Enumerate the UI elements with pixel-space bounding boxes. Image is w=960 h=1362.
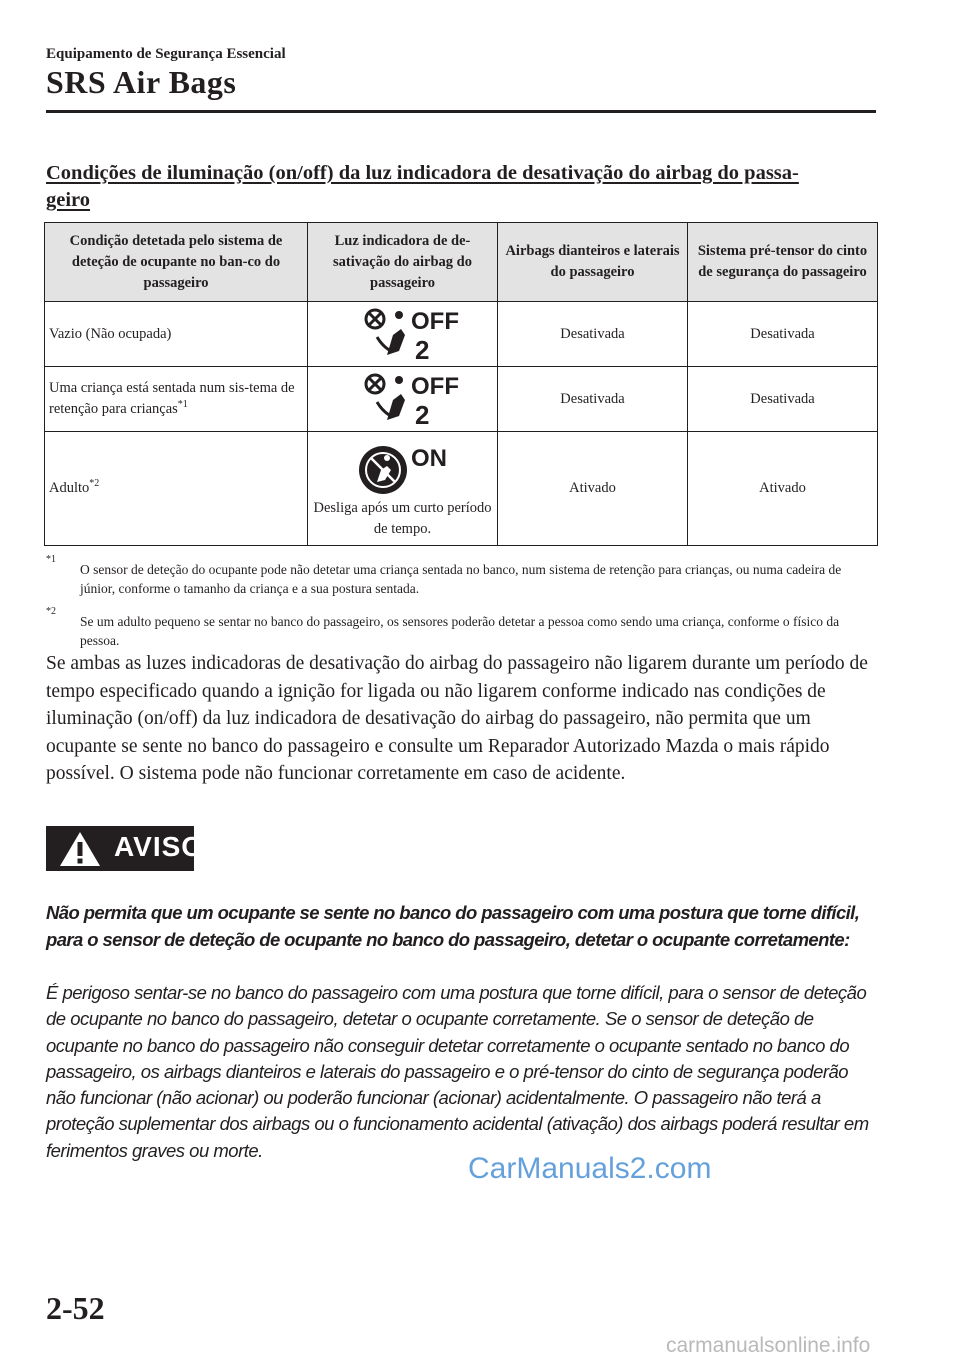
off-text: OFF	[410, 308, 459, 335]
warning-body: É perigoso sentar-se no banco do passageiro com uma postura que torne difícil, para o sensor de deteção de ocupante no banco do passageiro, detetar o ocupante corretamente. Se o sensor de deteção de ocupante no banco do passageiro não conseguir detetar corretamente o ocupante sentado no banco do passageiro, os airbags dianteiros e laterais do passageiro e o pré-tensor do cinto de segurança poderão não funcionar (não acionar) ou poderão funcionar (acionar) acidentalmente. O passageiro não terá a proteção suplementar dos airbags ou o funcionamento acidental (ativação) dos airbags poderá resultar em ferimentos graves ou morte.	[46, 982, 869, 1161]
col-header-indicator: Luz indicadora de de-sativação do airbag do passageiro	[308, 223, 498, 302]
page-number: 2-52	[46, 1290, 105, 1326]
airbags-cell: Desativada	[498, 302, 688, 367]
condition-text: Adulto	[49, 480, 90, 496]
table-heading-line2: geiro	[46, 189, 91, 211]
condition-cell	[45, 367, 308, 432]
table-row	[45, 432, 878, 546]
table-heading	[46, 160, 876, 214]
indicator-conditions-table	[44, 222, 878, 546]
airbag-off-icon	[353, 307, 459, 365]
col-header-airbags: Airbags dianteiros e laterais do passageiro	[498, 223, 688, 302]
pretensor-cell: Ativado	[688, 432, 878, 546]
col-header-condition: Condição detetada pelo sistema de deteção de ocupante no ban-co do passageiro	[45, 223, 308, 302]
footnote-ref: *1	[177, 399, 188, 410]
watermark-logo: CarManuals2.com	[468, 1152, 712, 1185]
indicator-cell	[308, 367, 498, 432]
airbag-off-icon	[353, 372, 459, 430]
condition-text: Uma criança está sentada num sis-tema de retenção para crianças	[49, 380, 295, 417]
table-heading-line1: Condições de iluminação (on/off) da luz indicadora de desativação do airbag do passa-	[46, 162, 799, 184]
condition-cell	[45, 302, 308, 367]
on-text: ON	[410, 444, 447, 472]
indicator-cell	[308, 302, 498, 367]
chapter-title: SRS Air Bags	[46, 64, 237, 100]
pretensor-cell: Desativada	[688, 302, 878, 367]
footnote-text: O sensor de deteção do ocupante pode não detetar uma criança sentada no banco, num sistema de retenção para crianças, ou numa cadeira de júnior, conforme o tamanho da criança e a sua postura sentada.	[80, 562, 842, 596]
section-title: Equipamento de Segurança Essencial	[46, 46, 286, 62]
warning-label: AVISO	[114, 831, 205, 862]
airbag-on-icon	[353, 442, 453, 496]
airbags-cell: Desativada	[498, 367, 688, 432]
table-row	[45, 302, 878, 367]
off-text: OFF	[410, 373, 459, 400]
col-header-pretensor: Sistema pré-tensor do cinto de segurança do passageiro	[688, 223, 878, 302]
two-text: 2	[414, 400, 429, 430]
watermark-footer: carmanualsonline.info	[666, 1334, 871, 1357]
two-text: 2	[414, 335, 429, 365]
footnote: *1 O sensor de deteção do ocupante pode não detetar uma criança sentada no banco, num sistema de retenção para crianças, ou numa cadeira de júnior, conforme o tamanho da criança e a sua postura sentada.	[46, 560, 876, 598]
warning-triangle-icon	[56, 826, 104, 871]
footnote-ref: *2	[89, 478, 100, 489]
warning-title: Não permita que um ocupante se sente no banco do passageiro com uma postura que torne difícil, para o sensor de deteção de ocupante no banco do passageiro, detetar o ocupante corretamente:	[46, 902, 860, 950]
condition-cell	[45, 432, 308, 546]
pretensor-cell: Desativada	[688, 367, 878, 432]
header-rule	[46, 110, 876, 113]
warning-badge	[46, 826, 205, 871]
body-paragraph: Se ambas as luzes indicadoras de desativação do airbag do passageiro não ligarem durante um período de tempo especificado quando a ignição for ligada ou não ligarem conforme indicado nas condições de iluminação (on/off) da luz indicadora de desativação do airbag do passageiro, não permita que um ocupante se sente no banco do passageiro e consulte um Reparador Autorizado Mazda o mais rápido possível. O sistema pode não funcionar corretamente em caso de acidente.	[46, 653, 868, 784]
indicator-cell	[308, 432, 498, 546]
airbags-cell: Ativado	[498, 432, 688, 546]
indicator-note: Desliga após um curto período de tempo.	[313, 499, 492, 537]
condition-text: Vazio (Não ocupada)	[49, 325, 172, 342]
table-row	[45, 367, 878, 432]
footnote: *2 Se um adulto pequeno se sentar no banco do passageiro, os sensores poderão detetar a pessoa como sendo uma criança, conforme o físico da pessoa.	[46, 612, 876, 650]
footnote-text: Se um adulto pequeno se sentar no banco do passageiro, os sensores poderão detetar a pessoa como sendo uma criança, conforme o físico da pessoa.	[80, 614, 840, 648]
